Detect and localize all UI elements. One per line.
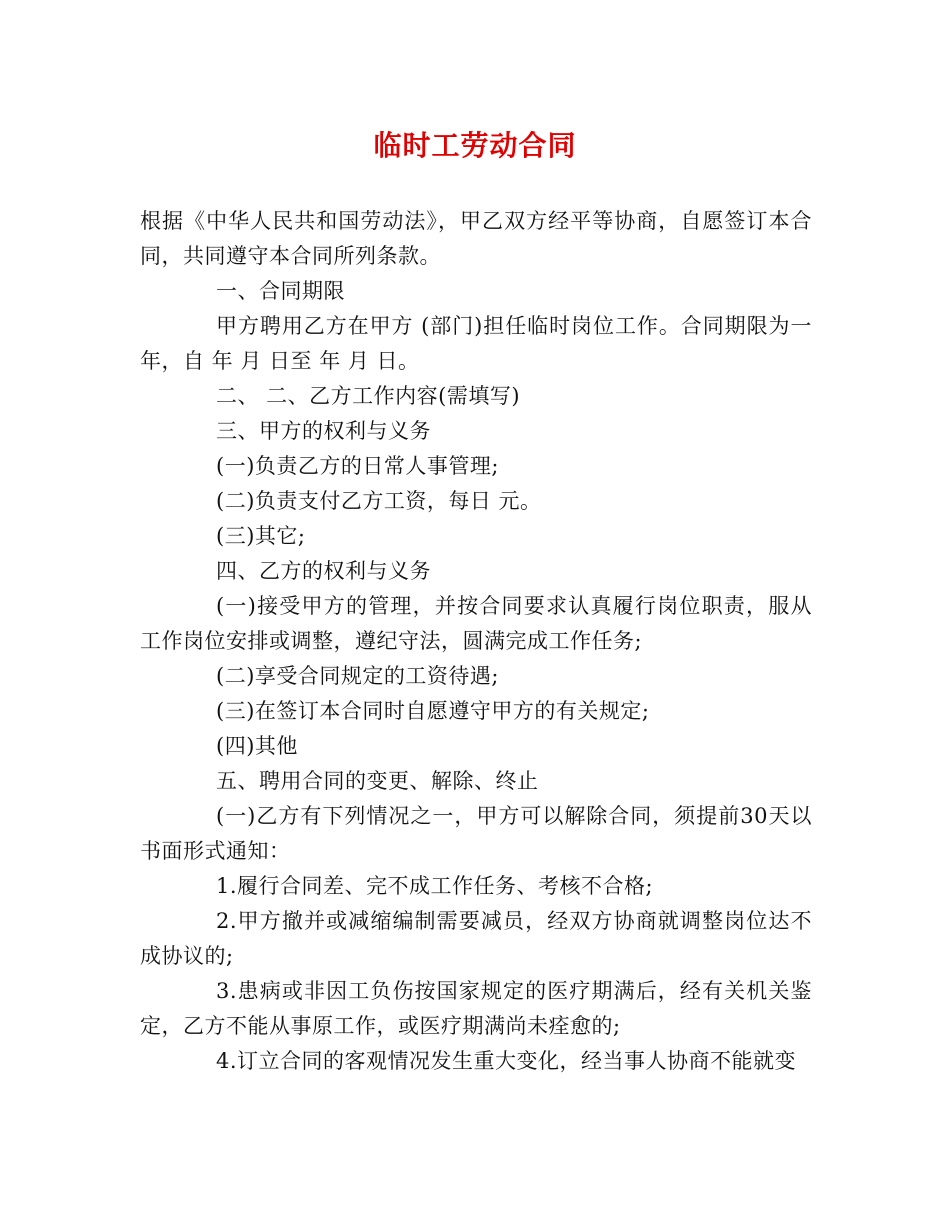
clause-subitem: 3.患病或非因工负伤按国家规定的医疗期满后，经有关机关鉴定，乙方不能从事原工作，或医疗期满尚未痊愈的; xyxy=(140,979,812,1038)
paragraph-term: 甲方聘用乙方在甲方 (部门)担任临时岗位工作。合同期限为一年，自 年 月 日至 年 月 日。 xyxy=(140,314,812,373)
clause-subitem: 4.订立合同的客观情况发生重大变化，经当事人协商不能就变 xyxy=(216,1049,797,1073)
paragraph-preamble: 根据《中华人民共和国劳动法》，甲乙双方经平等协商，自愿签订本合同，共同遵守本合同所列条款。 xyxy=(140,209,812,268)
clause-item: (一)负责乙方的日常人事管理; xyxy=(216,454,499,478)
clause-item: (二)负责支付乙方工资，每日 元。 xyxy=(216,489,542,513)
document-title: 临时工劳动合同 xyxy=(373,129,577,162)
clause-item: (一)接受甲方的管理，并按合同要求认真履行岗位职责，服从工作岗位安排或调整，遵纪守法，圆满完成工作任务; xyxy=(140,594,812,653)
clause-item: (三)在签订本合同时自愿遵守甲方的有关规定; xyxy=(216,699,650,723)
clause-subitem: 1.履行合同差、完不成工作任务、考核不合格; xyxy=(216,874,654,898)
section-heading-work-content: 二、 二、乙方工作内容(需填写) xyxy=(216,384,521,408)
clause-item: (一)乙方有下列情况之一，甲方可以解除合同，须提前30天以书面形式通知： xyxy=(140,804,812,863)
section-heading-contract-change: 五、聘用合同的变更、解除、终止 xyxy=(216,769,539,793)
clause-item: (三)其它; xyxy=(216,524,306,548)
section-heading-party-a-rights: 三、甲方的权利与义务 xyxy=(216,419,431,443)
document-body xyxy=(140,204,812,1079)
clause-subitem: 2.甲方撤并或减缩编制需要减员，经双方协商就调整岗位达不成协议的; xyxy=(140,909,812,968)
clause-item: (二)享受合同规定的工资待遇; xyxy=(216,664,499,688)
section-heading-party-b-rights: 四、乙方的权利与义务 xyxy=(216,559,431,583)
clause-item: (四)其他 xyxy=(216,734,298,758)
section-heading-term: 一、合同期限 xyxy=(216,279,345,303)
